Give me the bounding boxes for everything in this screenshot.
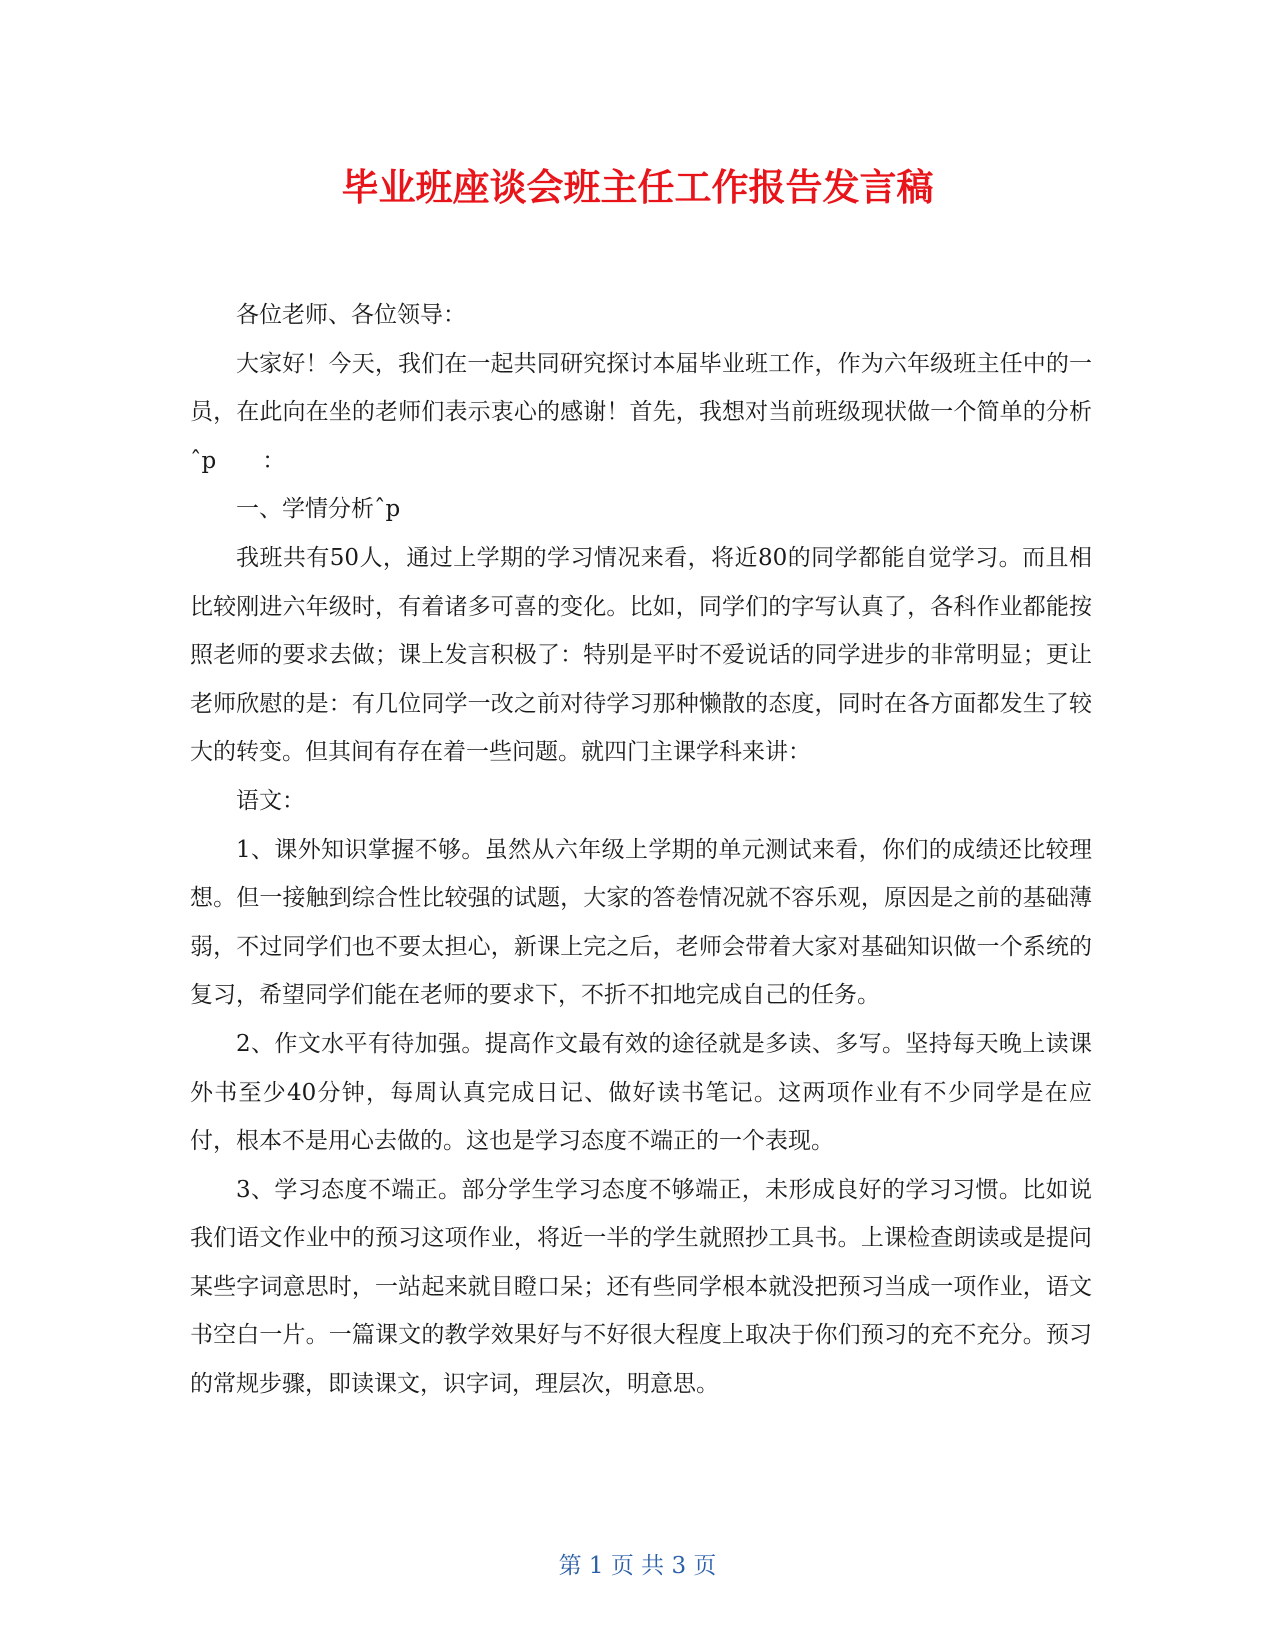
document-title: 毕业班座谈会班主任工作报告发言稿 (341, 166, 934, 209)
paragraph-greeting: 大家好！今天，我们在一起共同研究探讨本届毕业班工作，作为六年级班主任中的一员，在此向在坐的老师们表示衷心的感谢！首先，我想对当前班级现状做一个简单的分析ˆp ： (190, 350, 1092, 474)
paragraph-point-1: 1、课外知识掌握不够。虽然从六年级上学期的单元测试来看，你们的成绩还比较理想。但一接触到综合性比较强的试题，大家的答卷情况就不容乐观，原因是之前的基础薄弱，不过同学们也不要太担心，新课上完之后，老师会带着大家对基础知识做一个系统的复习，希望同学们能在老师的要求下，不折不扣地完成自己的任务。 (190, 836, 1092, 1009)
paragraph-class-overview: 我班共有50人，通过上学期的学习情况来看，将近80的同学都能自觉学习。而且相比较刚进六年级时，有着诸多可喜的变化。比如，同学们的字写认真了，各科作业都能按照老师的要求去做；课上发言积极了：特别是平时不爱说话的同学进步的非常明显；更让老师欣慰的是：有几位同学一改之前对待学习那种懒散的态度，同时在各方面都发生了较大的转变。但其间有存在着一些问题。就四门主课学科来讲： (190, 544, 1092, 766)
paragraph-point-2: 2、作文水平有待加强。提高作文最有效的途径就是多读、多写。坚持每天晚上读课外书至少40分钟，每周认真完成日记、做好读书笔记。这两项作业有不少同学是在应付，根本不是用心去做的。这也是学习态度不端正的一个表现。 (190, 1030, 1092, 1155)
page-number-footer: 第 1 页 共 3 页 (558, 1553, 717, 1579)
subject-heading-chinese: 语文： (236, 787, 305, 814)
paragraph-salutation: 各位老师、各位领导： (236, 302, 466, 328)
document-body (190, 291, 1092, 1409)
section-heading-analysis: 一、学情分析ˆp (236, 496, 401, 523)
paragraph-point-3: 3、学习态度不端正。部分学生学习态度不够端正，未形成良好的学习习惯。比如说我们语文作业中的预习这项作业，将近一半的学生就照抄工具书。上课检查朗读或是提问某些字词意思时，一站起来就目瞪口呆；还有些同学根本就没把预习当成一项作业，语文书空白一片。一篇课文的教学效果好与不好很大程度上取决于你们预习的充不充分。预习的常规步骤，即读课文，识字词，理层次，明意思。 (190, 1176, 1092, 1398)
